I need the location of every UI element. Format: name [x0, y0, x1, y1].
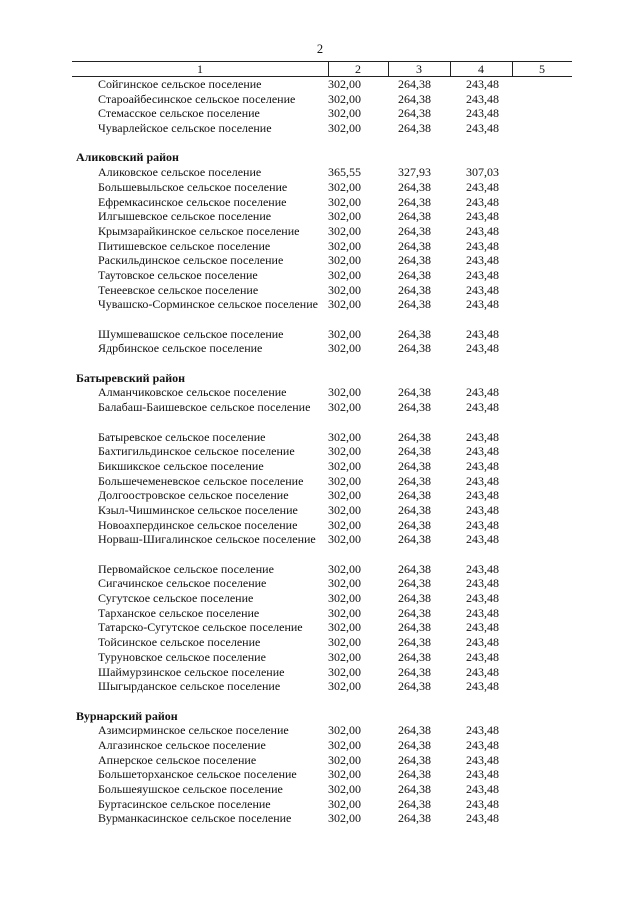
- value-col-2: 365,55: [328, 165, 361, 180]
- settlement-name: Крымзарайкинское сельское поселение: [98, 223, 300, 238]
- value-col-4: 243,48: [466, 473, 499, 488]
- value-col-3: 264,38: [398, 532, 431, 547]
- table-row: [72, 195, 572, 210]
- settlement-name: Бикшикское сельское поселение: [98, 458, 264, 473]
- value-col-2: 302,00: [328, 341, 361, 356]
- value-col-3: 264,38: [398, 194, 431, 209]
- page-number: 2: [316, 42, 324, 56]
- table-row: [72, 283, 572, 298]
- settlement-name: Туруновское сельское поселение: [98, 649, 266, 664]
- value-col-3: 264,38: [398, 517, 431, 532]
- table-row: [72, 782, 572, 797]
- table-row: [72, 268, 572, 283]
- settlement-name: Татарско-Сугутское сельское поселение: [98, 620, 303, 635]
- table-row: [72, 576, 572, 591]
- value-col-3: 264,38: [398, 238, 431, 253]
- value-col-3: 264,38: [398, 620, 431, 635]
- value-col-3: 264,38: [398, 458, 431, 473]
- settlement-name: Аликовское сельское поселение: [98, 165, 262, 180]
- settlement-name: Ядрбинское сельское поселение: [98, 341, 263, 356]
- header-col-4: 4: [478, 62, 484, 76]
- table-row: [72, 665, 572, 680]
- value-col-2: 302,00: [328, 752, 361, 767]
- settlement-name: Кзыл-Чишминское сельское поселение: [98, 502, 298, 517]
- value-col-2: 302,00: [328, 679, 361, 694]
- table-body: [72, 77, 572, 826]
- table-row: [72, 562, 572, 577]
- district-name: Аликовский район: [76, 150, 179, 165]
- value-col-4: 243,48: [466, 664, 499, 679]
- value-col-2: 302,00: [328, 473, 361, 488]
- value-col-3: 264,38: [398, 591, 431, 606]
- table-row: [72, 459, 572, 474]
- settlement-name: Раскильдинское сельское поселение: [98, 253, 284, 268]
- table-row: [72, 723, 572, 738]
- table-row: [72, 811, 572, 826]
- value-col-4: 243,48: [466, 488, 499, 503]
- value-col-2: 302,00: [328, 723, 361, 738]
- district-name: Вурнарский район: [76, 708, 178, 723]
- value-col-2: 302,00: [328, 444, 361, 459]
- table-row: [72, 385, 572, 400]
- value-col-2: 302,00: [328, 502, 361, 517]
- value-col-2: 302,00: [328, 238, 361, 253]
- settlement-name: Вурманкасинское сельское поселение: [98, 811, 292, 826]
- header-col-2: 2: [355, 62, 361, 76]
- value-col-4: 243,48: [466, 223, 499, 238]
- value-col-3: 264,38: [398, 444, 431, 459]
- value-col-3: 264,38: [398, 267, 431, 282]
- value-col-3: 264,38: [398, 811, 431, 826]
- settlement-name: Сугутское сельское поселение: [98, 591, 254, 606]
- table-row: [72, 180, 572, 195]
- value-col-4: 243,48: [466, 517, 499, 532]
- value-col-4: 243,48: [466, 502, 499, 517]
- value-col-3: 327,93: [398, 165, 431, 180]
- value-col-4: 243,48: [466, 782, 499, 797]
- settlement-name: Первомайское сельское поселение: [98, 561, 274, 576]
- settlement-name: Шыгырданское сельское поселение: [98, 679, 281, 694]
- value-col-2: 302,00: [328, 605, 361, 620]
- table-row: [72, 77, 572, 92]
- table-row: [72, 488, 572, 503]
- value-col-2: 302,00: [328, 561, 361, 576]
- value-col-3: 264,38: [398, 326, 431, 341]
- settlement-name: Алманчиковское сельское поселение: [98, 385, 287, 400]
- value-col-2: 302,00: [328, 782, 361, 797]
- value-col-4: 243,48: [466, 91, 499, 106]
- value-col-4: 243,48: [466, 605, 499, 620]
- settlement-name: Большеторханское сельское поселение: [98, 767, 297, 782]
- value-col-3: 264,38: [398, 121, 431, 136]
- value-col-4: 243,48: [466, 811, 499, 826]
- value-col-2: 302,00: [328, 77, 361, 91]
- value-col-2: 302,00: [328, 664, 361, 679]
- table-row: [72, 474, 572, 489]
- settlement-name: Балабаш-Баишевское сельское поселение: [98, 400, 311, 415]
- value-col-4: 243,48: [466, 326, 499, 341]
- settlement-name: Сойгинское сельское поселение: [98, 77, 262, 91]
- district-heading-row: [72, 150, 572, 165]
- value-col-4: 307,03: [466, 165, 499, 180]
- value-col-3: 264,38: [398, 179, 431, 194]
- value-col-4: 243,48: [466, 723, 499, 738]
- value-col-2: 302,00: [328, 326, 361, 341]
- value-col-3: 264,38: [398, 400, 431, 415]
- value-col-4: 243,48: [466, 429, 499, 444]
- value-col-4: 243,48: [466, 267, 499, 282]
- table-row: [72, 518, 572, 533]
- table-row: [72, 297, 572, 326]
- value-col-4: 243,48: [466, 679, 499, 694]
- value-col-3: 264,38: [398, 77, 431, 91]
- value-col-2: 302,00: [328, 400, 361, 415]
- settlement-name: Сигачинское сельское поселение: [98, 576, 267, 591]
- settlement-name: Илгышевское сельское поселение: [98, 209, 272, 224]
- value-col-2: 302,00: [328, 91, 361, 106]
- settlement-name: Батыревское сельское поселение: [98, 429, 266, 444]
- value-col-3: 264,38: [398, 385, 431, 400]
- value-col-2: 302,00: [328, 458, 361, 473]
- value-col-2: 302,00: [328, 811, 361, 826]
- value-col-2: 302,00: [328, 767, 361, 782]
- value-col-4: 243,48: [466, 591, 499, 606]
- value-col-2: 302,00: [328, 267, 361, 282]
- settlement-name: Долгоостровское сельское поселение: [98, 488, 289, 503]
- value-col-3: 264,38: [398, 282, 431, 297]
- value-col-4: 243,48: [466, 752, 499, 767]
- table-row: [72, 341, 572, 356]
- settlement-name: Апнерское сельское поселение: [98, 752, 257, 767]
- settlement-name: Тарханское сельское поселение: [98, 605, 260, 620]
- value-col-2: 302,00: [328, 737, 361, 752]
- table-row: [72, 253, 572, 268]
- value-col-3: 264,38: [398, 576, 431, 591]
- settlement-name: Чувашско-Сорминское сельское поселение: [98, 297, 318, 312]
- value-col-2: 302,00: [328, 517, 361, 532]
- value-col-4: 243,48: [466, 179, 499, 194]
- value-col-2: 302,00: [328, 796, 361, 811]
- value-col-3: 264,38: [398, 502, 431, 517]
- header-col-3: 3: [416, 62, 422, 76]
- table-row: [72, 444, 572, 459]
- value-col-4: 243,48: [466, 121, 499, 136]
- value-col-4: 243,48: [466, 400, 499, 415]
- value-col-3: 264,38: [398, 488, 431, 503]
- value-col-4: 243,48: [466, 253, 499, 268]
- table-row: [72, 106, 572, 121]
- settlement-name: Норваш-Шигалинское сельское поселение: [98, 532, 316, 547]
- value-col-3: 264,38: [398, 767, 431, 782]
- value-col-2: 302,00: [328, 121, 361, 136]
- value-col-4: 243,48: [466, 576, 499, 591]
- value-col-2: 302,00: [328, 253, 361, 268]
- value-col-2: 302,00: [328, 429, 361, 444]
- table-row: [72, 430, 572, 445]
- value-col-4: 243,48: [466, 767, 499, 782]
- value-col-2: 302,00: [328, 488, 361, 503]
- value-col-2: 302,00: [328, 282, 361, 297]
- value-col-2: 302,00: [328, 635, 361, 650]
- table-row: [72, 121, 572, 136]
- settlement-name: Большечеменевское сельское поселение: [98, 473, 304, 488]
- value-col-3: 264,38: [398, 796, 431, 811]
- table-row: [72, 797, 572, 812]
- value-col-3: 264,38: [398, 106, 431, 121]
- value-col-3: 264,38: [398, 723, 431, 738]
- table-row: [72, 503, 572, 518]
- settlement-name: Тенеевское сельское поселение: [98, 282, 259, 297]
- value-col-4: 243,48: [466, 532, 499, 547]
- settlement-name: Стемасское сельское поселение: [98, 106, 260, 121]
- value-col-4: 243,48: [466, 194, 499, 209]
- header-col-1: 1: [197, 62, 203, 76]
- value-col-2: 302,00: [328, 385, 361, 400]
- value-col-4: 243,48: [466, 649, 499, 664]
- table-header: [72, 61, 572, 77]
- value-col-4: 243,48: [466, 620, 499, 635]
- table-row: [72, 679, 572, 694]
- value-col-3: 264,38: [398, 649, 431, 664]
- table-row: [72, 767, 572, 782]
- value-col-4: 243,48: [466, 737, 499, 752]
- value-col-3: 264,38: [398, 223, 431, 238]
- settlement-name: Староайбесинское сельское поселение: [98, 91, 296, 106]
- value-col-3: 264,38: [398, 297, 431, 312]
- settlement-name: Чуварлейское сельское поселение: [98, 121, 272, 136]
- settlement-name: Большевыльское сельское поселение: [98, 179, 288, 194]
- value-col-4: 243,48: [466, 209, 499, 224]
- table-row: [72, 209, 572, 224]
- value-col-2: 302,00: [328, 106, 361, 121]
- table-row: [72, 165, 572, 180]
- value-col-4: 243,48: [466, 106, 499, 121]
- table-row: [72, 650, 572, 665]
- settlement-name: Питишевское сельское поселение: [98, 238, 271, 253]
- value-col-2: 302,00: [328, 209, 361, 224]
- table-row: [72, 606, 572, 621]
- value-col-3: 264,38: [398, 253, 431, 268]
- table-row: [72, 92, 572, 107]
- value-col-4: 243,48: [466, 635, 499, 650]
- table-row: [72, 591, 572, 606]
- value-col-4: 243,48: [466, 282, 499, 297]
- district-heading-row: [72, 709, 572, 724]
- settlement-name: Тойсинское сельское поселение: [98, 635, 261, 650]
- section-spacer: [72, 694, 572, 709]
- value-col-2: 302,00: [328, 591, 361, 606]
- table-row: [72, 753, 572, 768]
- settlement-name: Бахтигильдинское сельское поселение: [98, 444, 295, 459]
- value-col-3: 264,38: [398, 737, 431, 752]
- table-row: [72, 327, 572, 342]
- value-col-4: 243,48: [466, 458, 499, 473]
- table-row: [72, 224, 572, 239]
- value-col-3: 264,38: [398, 605, 431, 620]
- value-col-3: 264,38: [398, 209, 431, 224]
- value-col-3: 264,38: [398, 473, 431, 488]
- value-col-4: 243,48: [466, 561, 499, 576]
- value-col-2: 302,00: [328, 532, 361, 547]
- value-col-2: 302,00: [328, 620, 361, 635]
- district-heading-row: [72, 371, 572, 386]
- value-col-4: 243,48: [466, 341, 499, 356]
- value-col-3: 264,38: [398, 782, 431, 797]
- settlement-name: Шумшевашское сельское поселение: [98, 326, 284, 341]
- table-row: [72, 620, 572, 635]
- value-col-4: 243,48: [466, 444, 499, 459]
- value-col-3: 264,38: [398, 429, 431, 444]
- settlement-name: Таутовское сельское поселение: [98, 267, 258, 282]
- value-col-4: 243,48: [466, 77, 499, 91]
- settlement-name: Азимсирминское сельское поселение: [98, 723, 289, 738]
- value-col-2: 302,00: [328, 179, 361, 194]
- value-col-3: 264,38: [398, 679, 431, 694]
- settlement-name: Ефремкасинское сельское поселение: [98, 194, 287, 209]
- value-col-2: 302,00: [328, 649, 361, 664]
- value-col-3: 264,38: [398, 635, 431, 650]
- value-col-2: 302,00: [328, 576, 361, 591]
- settlement-name: Шаймурзинское сельское поселение: [98, 664, 285, 679]
- settlement-name: Буртасинское сельское поселение: [98, 796, 271, 811]
- value-col-3: 264,38: [398, 91, 431, 106]
- table-row: [72, 738, 572, 753]
- settlement-name: Большеяушское сельское поселение: [98, 782, 283, 797]
- value-col-3: 264,38: [398, 664, 431, 679]
- table-row: [72, 635, 572, 650]
- value-col-4: 243,48: [466, 238, 499, 253]
- value-col-3: 264,38: [398, 752, 431, 767]
- table-row: [72, 239, 572, 254]
- table-row: [72, 400, 572, 429]
- section-spacer: [72, 356, 572, 371]
- header-col-5: 5: [539, 62, 545, 76]
- value-col-3: 264,38: [398, 341, 431, 356]
- section-spacer: [72, 136, 572, 151]
- table-row: [72, 532, 572, 561]
- value-col-2: 302,00: [328, 297, 361, 312]
- value-col-4: 243,48: [466, 297, 499, 312]
- settlement-name: Алгазинское сельское поселение: [98, 737, 266, 752]
- value-col-4: 243,48: [466, 385, 499, 400]
- value-col-2: 302,00: [328, 194, 361, 209]
- value-col-4: 243,48: [466, 796, 499, 811]
- district-name: Батыревский район: [76, 370, 186, 385]
- value-col-3: 264,38: [398, 561, 431, 576]
- settlement-name: Новоахпердинское сельское поселение: [98, 517, 298, 532]
- value-col-2: 302,00: [328, 223, 361, 238]
